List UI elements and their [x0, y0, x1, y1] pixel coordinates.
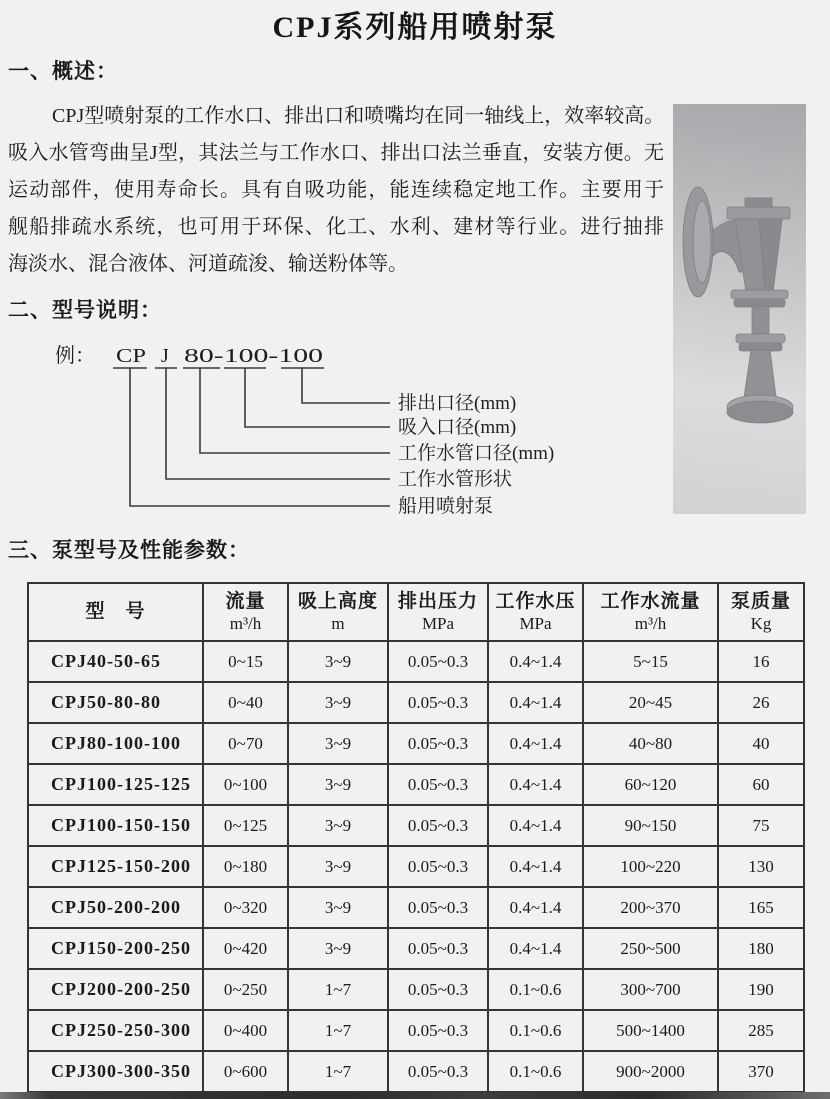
- table-row: [28, 887, 804, 928]
- model-cell: CPJ80-100-100: [28, 723, 203, 764]
- value-cell: 40: [718, 723, 804, 764]
- overview-heading: 一、概述：: [8, 59, 118, 83]
- column-header: 工作水流量 m³/h: [583, 583, 718, 641]
- value-cell: 60~120: [583, 764, 718, 805]
- value-cell: 0.05~0.3: [388, 764, 488, 805]
- value-cell: 0.1~0.6: [488, 1010, 583, 1051]
- code-sizes: 80-100-100: [184, 345, 323, 367]
- value-cell: 0.4~1.4: [488, 928, 583, 969]
- callout-discharge-diameter: 排出口径(mm): [398, 393, 517, 414]
- value-cell: 1~7: [288, 1051, 388, 1092]
- value-cell: 100~220: [583, 846, 718, 887]
- code-shape: J: [161, 345, 169, 367]
- value-cell: 20~45: [583, 682, 718, 723]
- value-cell: 0.1~0.6: [488, 969, 583, 1010]
- overview-line: 舰船排疏水系统，也可用于环保、化工、水利、建材等行业。进行抽排: [8, 216, 664, 238]
- model-cell: CPJ300-300-350: [28, 1051, 203, 1092]
- column-header: 吸上高度 m: [288, 583, 388, 641]
- value-cell: 0.4~1.4: [488, 641, 583, 682]
- pump-image: [673, 104, 806, 514]
- value-cell: 0~400: [203, 1010, 288, 1051]
- model-cell: CPJ250-250-300: [28, 1010, 203, 1051]
- value-cell: 0~15: [203, 641, 288, 682]
- value-cell: 1~7: [288, 1010, 388, 1051]
- value-cell: 0.05~0.3: [388, 928, 488, 969]
- parameters-heading: 三、泵型号及性能参数：: [8, 538, 250, 562]
- page-title: CPJ系列船用喷射泵: [272, 11, 558, 44]
- value-cell: 75: [718, 805, 804, 846]
- value-cell: 5~15: [583, 641, 718, 682]
- value-cell: 0~100: [203, 764, 288, 805]
- table-row: [28, 1010, 804, 1051]
- model-cell: CPJ40-50-65: [28, 641, 203, 682]
- value-cell: 0.05~0.3: [388, 1010, 488, 1051]
- value-cell: 0.05~0.3: [388, 1051, 488, 1092]
- model-cell: CPJ100-125-125: [28, 764, 203, 805]
- value-cell: 370: [718, 1051, 804, 1092]
- overview-line: CPJ型喷射泵的工作水口、排出口和喷嘴均在同一轴线上，效率较高。: [52, 105, 664, 127]
- value-cell: 0.05~0.3: [388, 887, 488, 928]
- value-cell: 0.4~1.4: [488, 887, 583, 928]
- diagram-connector-lines: [113, 368, 390, 506]
- example-label: 例：: [55, 345, 95, 367]
- code-prefix: CP: [116, 345, 146, 367]
- value-cell: 165: [718, 887, 804, 928]
- table-row: [28, 928, 804, 969]
- value-cell: 60: [718, 764, 804, 805]
- value-cell: 900~2000: [583, 1051, 718, 1092]
- value-cell: 200~370: [583, 887, 718, 928]
- value-cell: 0.4~1.4: [488, 682, 583, 723]
- value-cell: 500~1400: [583, 1010, 718, 1051]
- value-cell: 130: [718, 846, 804, 887]
- model-code-diagram: [40, 338, 570, 523]
- value-cell: 300~700: [583, 969, 718, 1010]
- value-cell: 0~420: [203, 928, 288, 969]
- value-cell: 180: [718, 928, 804, 969]
- value-cell: 0.05~0.3: [388, 641, 488, 682]
- performance-parameters-table: [27, 582, 805, 1093]
- value-cell: 0.05~0.3: [388, 805, 488, 846]
- table-row: [28, 641, 804, 682]
- value-cell: 3~9: [288, 805, 388, 846]
- scan-edge-artifact: [0, 1092, 830, 1099]
- table-row: [28, 723, 804, 764]
- value-cell: 190: [718, 969, 804, 1010]
- value-cell: 3~9: [288, 928, 388, 969]
- value-cell: 40~80: [583, 723, 718, 764]
- value-cell: 0~40: [203, 682, 288, 723]
- value-cell: 0.05~0.3: [388, 846, 488, 887]
- value-cell: 26: [718, 682, 804, 723]
- value-cell: 3~9: [288, 846, 388, 887]
- value-cell: 0.4~1.4: [488, 764, 583, 805]
- column-header: 排出压力 MPa: [388, 583, 488, 641]
- callout-suction-diameter: 吸入口径(mm): [398, 417, 517, 438]
- value-cell: 3~9: [288, 641, 388, 682]
- value-cell: 90~150: [583, 805, 718, 846]
- table-row: [28, 969, 804, 1010]
- table-header-row: [28, 583, 804, 641]
- callout-working-pipe-diameter: 工作水管口径(mm): [398, 443, 555, 464]
- model-cell: CPJ100-150-150: [28, 805, 203, 846]
- column-header: 泵质量 Kg: [718, 583, 804, 641]
- value-cell: 0.05~0.3: [388, 969, 488, 1010]
- value-cell: 3~9: [288, 887, 388, 928]
- value-cell: 0~125: [203, 805, 288, 846]
- value-cell: 1~7: [288, 969, 388, 1010]
- value-cell: 0~250: [203, 969, 288, 1010]
- callout-working-pipe-shape: 工作水管形状: [398, 469, 513, 490]
- value-cell: 0~180: [203, 846, 288, 887]
- model-cell: CPJ125-150-200: [28, 846, 203, 887]
- model-cell: CPJ150-200-250: [28, 928, 203, 969]
- value-cell: 3~9: [288, 682, 388, 723]
- value-cell: 16: [718, 641, 804, 682]
- value-cell: 0~600: [203, 1051, 288, 1092]
- value-cell: 0.05~0.3: [388, 682, 488, 723]
- table-row: [28, 764, 804, 805]
- pump-photo: [673, 104, 806, 514]
- value-cell: 285: [718, 1010, 804, 1051]
- pump-drawing: [683, 187, 793, 423]
- column-header: 工作水压 MPa: [488, 583, 583, 641]
- overview-paragraph: [8, 98, 664, 283]
- value-cell: 3~9: [288, 723, 388, 764]
- overview-line: 运动部件，使用寿命长。具有自吸功能，能连续稳定地工作。主要用于: [8, 179, 664, 201]
- overview-line: 吸入水管弯曲呈J型，其法兰与工作水口、排出口法兰垂直，安装方便。无: [8, 142, 664, 164]
- overview-line: 海淡水、混合液体、河道疏浚、输送粉体等。: [8, 253, 408, 275]
- value-cell: 0.4~1.4: [488, 723, 583, 764]
- column-header: 流量 m³/h: [203, 583, 288, 641]
- value-cell: 0.4~1.4: [488, 805, 583, 846]
- value-cell: 0.05~0.3: [388, 723, 488, 764]
- model-heading: 二、型号说明：: [8, 298, 162, 322]
- value-cell: 3~9: [288, 764, 388, 805]
- value-cell: 0.4~1.4: [488, 846, 583, 887]
- value-cell: 0~70: [203, 723, 288, 764]
- value-cell: 0~320: [203, 887, 288, 928]
- value-cell: 250~500: [583, 928, 718, 969]
- model-cell: CPJ50-200-200: [28, 887, 203, 928]
- model-cell: CPJ50-80-80: [28, 682, 203, 723]
- model-cell: CPJ200-200-250: [28, 969, 203, 1010]
- table-row: [28, 805, 804, 846]
- value-cell: 0.1~0.6: [488, 1051, 583, 1092]
- table-row: [28, 846, 804, 887]
- column-header: 型 号: [28, 583, 203, 641]
- callout-marine-jet-pump: 船用喷射泵: [398, 496, 494, 517]
- table-row: [28, 1051, 804, 1092]
- table-row: [28, 682, 804, 723]
